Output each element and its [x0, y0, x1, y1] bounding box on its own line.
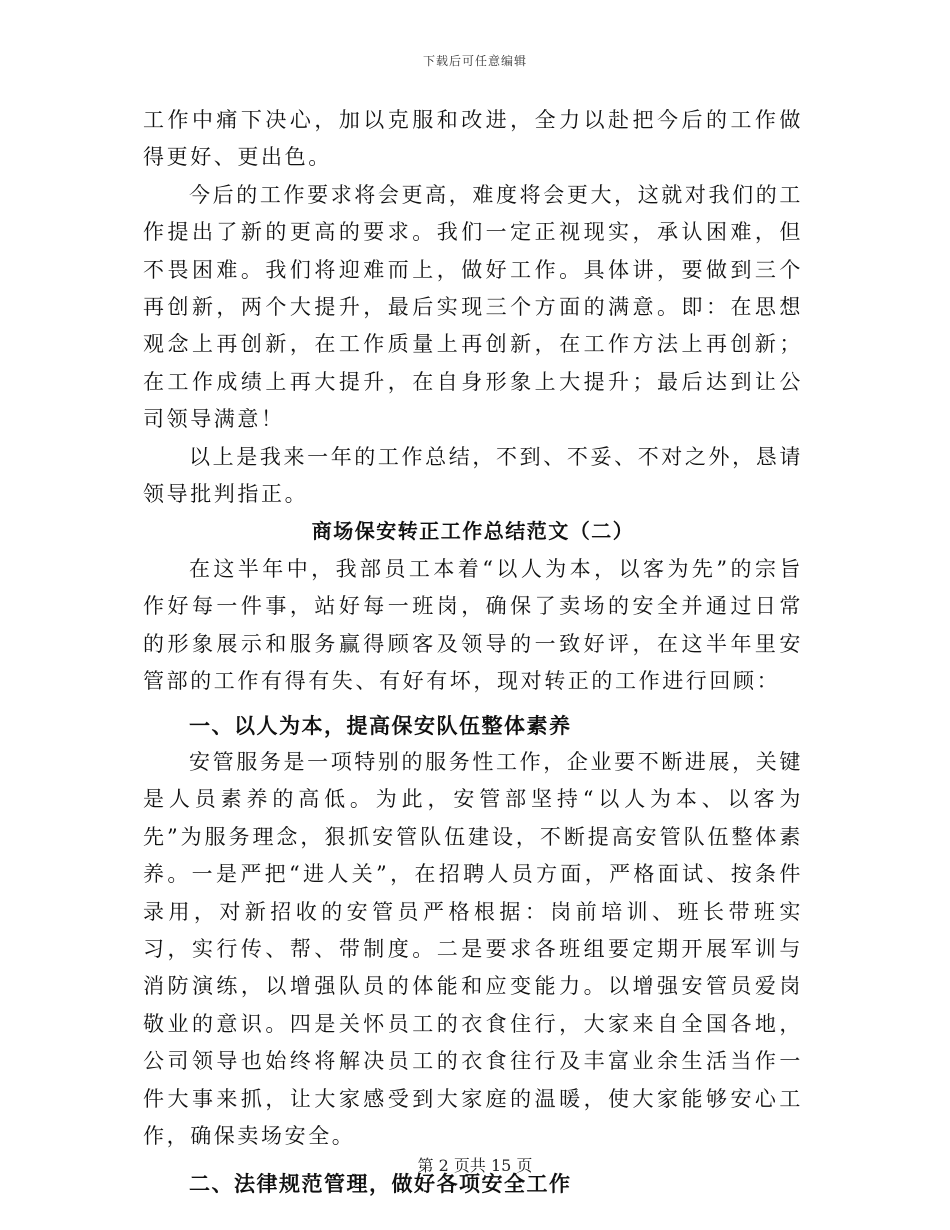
- page-header: 下载后可任意编辑: [422, 54, 527, 68]
- paragraph-continuation: 工作中痛下决心，加以克服和改进，全力以赴把今后的工作做得更好、更出色。: [143, 108, 803, 170]
- document-body: [143, 102, 803, 1203]
- paragraph-future-work: 今后的工作要求将会更高，难度将会更大，这就对我们的工作提出了新的更高的要求。我们一定正视现实，承认困难，但不畏困难。我们将迎难而上，做好工作。具体讲，要做到三个再创新，两个大提升，最后实现三个方面的满意。即：在思想观念上再创新，在工作质量上再创新，在工作方法上再创新；在工作成绩上再大提升，在自身形象上大提升；最后达到让公司领导满意！: [143, 182, 803, 432]
- paragraph-intro: 在这半年中，我部员工本着“以人为本，以客为先”的宗旨作好每一件事，站好每一班岗，确保了卖场的安全并通过日常的形象展示和服务赢得顾客及领导的一致好评，在这半年里安管部的工作有得有失、有好有坏，现对转正的工作进行回顾：: [143, 556, 803, 694]
- document-title: 商场保安转正工作总结范文（二）: [311, 519, 635, 544]
- paragraph-closing: 以上是我来一年的工作总结，不到、不妥、不对之外，恳请领导批判指正。: [143, 444, 803, 507]
- section-heading-2: 二、法律规范管理，做好各项安全工作: [189, 1171, 572, 1197]
- page-number: 第 2 页共 15 页: [417, 1156, 533, 1175]
- paragraph-section-1: 安管服务是一项特别的服务性工作，企业要不断进展，关键是人员素养的高低。为此，安管部坚持“以人为本、以客为先”为服务理念，狠抓安管队伍建设，不断提高安管队伍整体素养。一是严把“进人关”，在招聘人员方面，严格面试、按条件录用，对新招收的安管员严格根据：岗前培训、班长带班实习，实行传、帮、带制度。二是要求各班组要定期开展军训与消防演练，以增强队员的体能和应变能力。以增强安管员爱岗敬业的意识。四是关怀员工的衣食住行，大家来自全国各地，公司领导也始终将解决员工的衣食往行及丰富业余生活当作一件大事来抓，让大家感受到大家庭的温暖，使大家能够安心工作，确保卖场安全。: [143, 749, 803, 1148]
- section-heading-1: 一、以人为本，提高保安队伍整体素养: [189, 712, 572, 738]
